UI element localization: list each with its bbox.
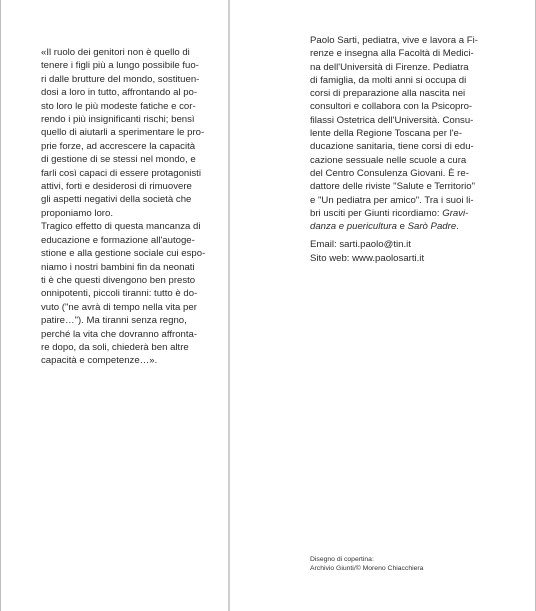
bio-line: renze e insegna alla Facoltà di Medici- (310, 48, 474, 60)
book-title-gravidanza-part1: Gravi- (442, 207, 469, 219)
book-title-saro-padre: Sarò Padre (407, 221, 457, 233)
quote-line: perché la vita che dovranno affronta- (41, 328, 198, 340)
faint-watermark (81, 388, 91, 422)
quote-line: niamo i nostri bambini fin da neonati (41, 261, 195, 273)
quote-line: educazione e formazione all'autoge- (41, 234, 195, 246)
quote-line: capacità e competenze…». (41, 355, 158, 367)
bio-line: filassi Ostetrica dell'Università. Consu- (310, 114, 474, 126)
bio-line: corsi di preparazione alla nascita nei (310, 88, 466, 100)
quote-line: patire…"). Ma tiranni senza regno, (41, 315, 187, 327)
quote-line: ti è che questi divengono ben presto (41, 274, 196, 286)
cover-credits (310, 555, 423, 574)
quote-line: vuto ("ne avrà di tempo nella vita per (41, 301, 197, 313)
credits-line-2: Archivio Giunti/© Moreno Chiacchiera (310, 565, 424, 573)
bio-line: e "Un pediatra per amico". Tra i suoi li- (310, 194, 474, 206)
quote-block (41, 46, 223, 368)
quote-line: gli aspetti negativi della società che (41, 194, 192, 206)
quote-line: dosi a loro in tutto, affrontando al po- (41, 87, 198, 99)
quote-line: stione e alla gestione sociale cui espo- (41, 248, 206, 260)
quote-line: di gestione di se stessi nel mondo, e (41, 154, 196, 166)
quote-line: farli così capaci di essere protagonisti (41, 167, 201, 179)
website-line: Sito web: www.paolosarti.it (310, 252, 425, 264)
bio-line: del Centro Consulenza Giovani. È re- (310, 167, 469, 179)
bio-line: na dell'Università di Firenze. Pediatra (310, 61, 469, 73)
bio-line: Paolo Sarti, pediatra, vive e lavora a Fi- (310, 35, 478, 46)
quote-line: quello di aiutarli a sperimentare le pro- (41, 127, 205, 139)
bio-end-punct: . (456, 221, 459, 233)
bio-line: di famiglia, da molti anni si occupa di (310, 74, 467, 86)
bio-line (310, 207, 506, 220)
book-title-gravidanza-part2: danza e puericultura (310, 221, 397, 233)
book-conjunction: e (399, 221, 405, 233)
author-bio (310, 34, 506, 233)
quote-text (41, 46, 223, 368)
quote-line: ri dalle brutture del mondo, sostituen- (41, 73, 200, 85)
quote-line: prie forze, ad accrescere la capacità (41, 140, 196, 152)
quote-line: proponiamo loro. (41, 207, 113, 219)
contact-info (310, 238, 424, 265)
credits-line-1: Disegno di copertina: (310, 556, 374, 563)
quote-line: rendo i più insignificanti rischi; bensì (41, 114, 195, 126)
bio-line-text: bri usciti per Giunti ricordiamo: (310, 207, 440, 219)
bio-line: lente della Regione Toscana per l'e- (310, 128, 463, 140)
quote-line: sto loro le più modeste fatiche e cor- (41, 100, 196, 112)
email-line: Email: sarti.paolo@tin.it (310, 239, 411, 250)
bio-line: dattore delle riviste "Salute e Territorio" (310, 181, 476, 193)
quote-line: onnipotenti, piccoli tiranni: tutto è do- (41, 288, 198, 300)
bio-line (310, 220, 506, 233)
quote-line: tenere i figli più a lungo possibile fuo- (41, 60, 199, 72)
bio-line: cazione sessuale nelle scuole a cura (310, 154, 467, 166)
quote-line: re dopo, da soli, chiederà ben altre (41, 341, 189, 353)
quote-line: «Il ruolo dei genitori non è quello di (41, 47, 190, 58)
quote-line: attivi, forti e desiderosi di rimuovere (41, 181, 192, 193)
bio-line: ducazione sanitaria, tiene corsi di edu- (310, 141, 474, 153)
bio-line: consultori e collabora con la Psicopro- (310, 101, 473, 113)
quote-line: Tragico effetto di questa mancanza di (41, 221, 201, 233)
